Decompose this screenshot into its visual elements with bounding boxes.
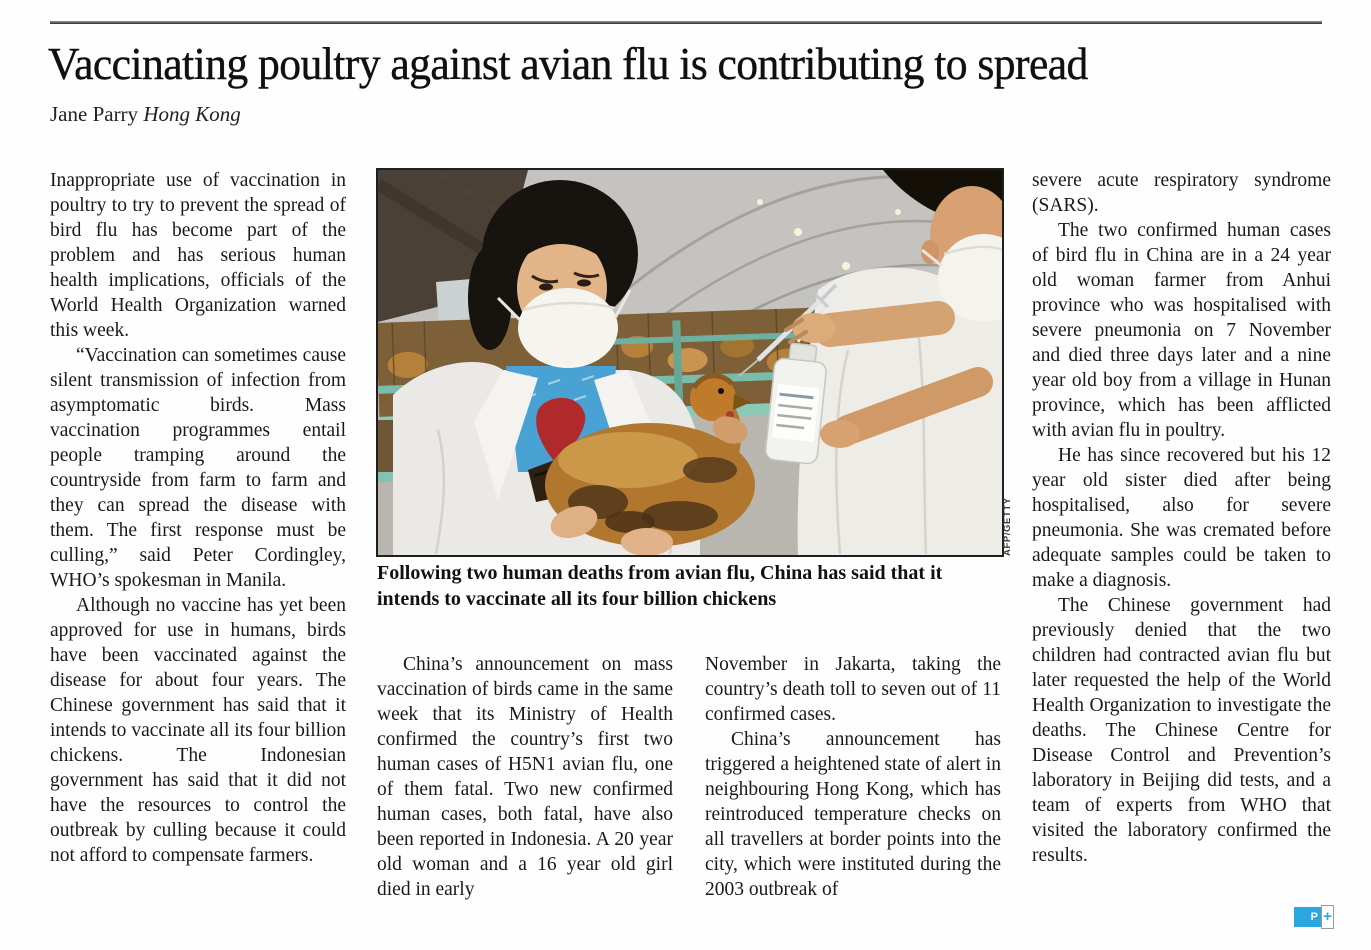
paragraph: The two confirmed human cases of bird flu in China are in a 24 year old woman farmer from Anhui province who was hospitalised with severe pneumonia on 7 November and died three days later and a nine year old boy from a village in Hunan province, which has been afflicted with avian flu in poultry. xyxy=(1032,220,1331,441)
paper-plus-plus-badge: + xyxy=(1321,905,1334,929)
body-column-4 xyxy=(1032,168,1331,868)
paragraph: “Vaccination can sometimes cause silent transmission of infection from asymptomatic birds. Mass vaccination programmes entail people tramping around the countryside from farm to farm and they can spread the disease with them. The first response must be culling,” said Peter Cordingley, WHO’s spokesman in Manila. xyxy=(50,345,346,591)
paragraph: The Chinese government had previously denied that the two children had contracted avian flu but later requested the help of the World Health Organization to investigate the deaths. The Chinese Centre for Disease Control and Prevention’s laboratory in Beijing did tests, and a team of experts from WHO that visited the laboratory confirmed the results. xyxy=(1032,595,1331,866)
body-column-1 xyxy=(50,168,346,868)
paragraph: November in Jakarta, taking the country’s death toll to seven out of 11 confirmed cases. xyxy=(705,654,1001,725)
paragraph: He has since recovered but his 12 year old sister died after being hospitalised, also for severe pneumonia. She was cremated before adequate samples could be taken to make a diagnosis. xyxy=(1032,445,1331,591)
body-column-3 xyxy=(705,652,1001,902)
page-title: Vaccinating poultry against avian flu is contributing to spread xyxy=(48,39,1088,89)
paragraph: Inappropriate use of vaccination in poultry to try to prevent the spread of bird flu has become part of the problem and has serious human health implications, officials of the World Health Organization warned this week. xyxy=(50,170,346,341)
photo-credit: AFP/GETTY xyxy=(1002,497,1013,556)
paper-plus-icon xyxy=(1294,905,1334,929)
paragraph: China’s announcement on mass vaccination of birds came in the same week that its Ministry of Health confirmed the country’s first two human cases of H5N1 avian flu, one of them fatal. Two new confirmed human cases, both fatal, have also been reported in Indonesia. A 20 year old woman and a 16 year old girl died in early xyxy=(377,654,673,900)
paragraph: severe acute respiratory syndrome (SARS). xyxy=(1032,170,1331,216)
photo-illustration xyxy=(378,170,1002,555)
top-rule xyxy=(50,21,1322,24)
photo-caption: Following two human deaths from avian flu, China has said that it intends to vaccinate all its four billion chickens xyxy=(377,562,943,610)
byline xyxy=(50,102,241,127)
paragraph: Although no vaccine has yet been approved for use in humans, birds have been vaccinated against the disease for about four years. The Chinese government has said that it intends to vaccinate all its four billion chickens. The Indonesian government has said that it did not have the resources to control the outbreak by culling because it could not afford to compensate farmers. xyxy=(50,595,346,866)
paper-plus-p-badge: P xyxy=(1294,907,1321,927)
body-column-2 xyxy=(377,652,673,902)
paragraph: China’s announcement has triggered a heightened state of alert in neighbouring Hong Kong, which has reintroduced temperature checks on all travellers at border points into the city, which were instituted during the 2003 outbreak of xyxy=(705,729,1001,900)
byline-author: Jane Parry xyxy=(50,102,139,126)
byline-location: Hong Kong xyxy=(143,102,241,126)
article-photo xyxy=(376,168,1004,557)
